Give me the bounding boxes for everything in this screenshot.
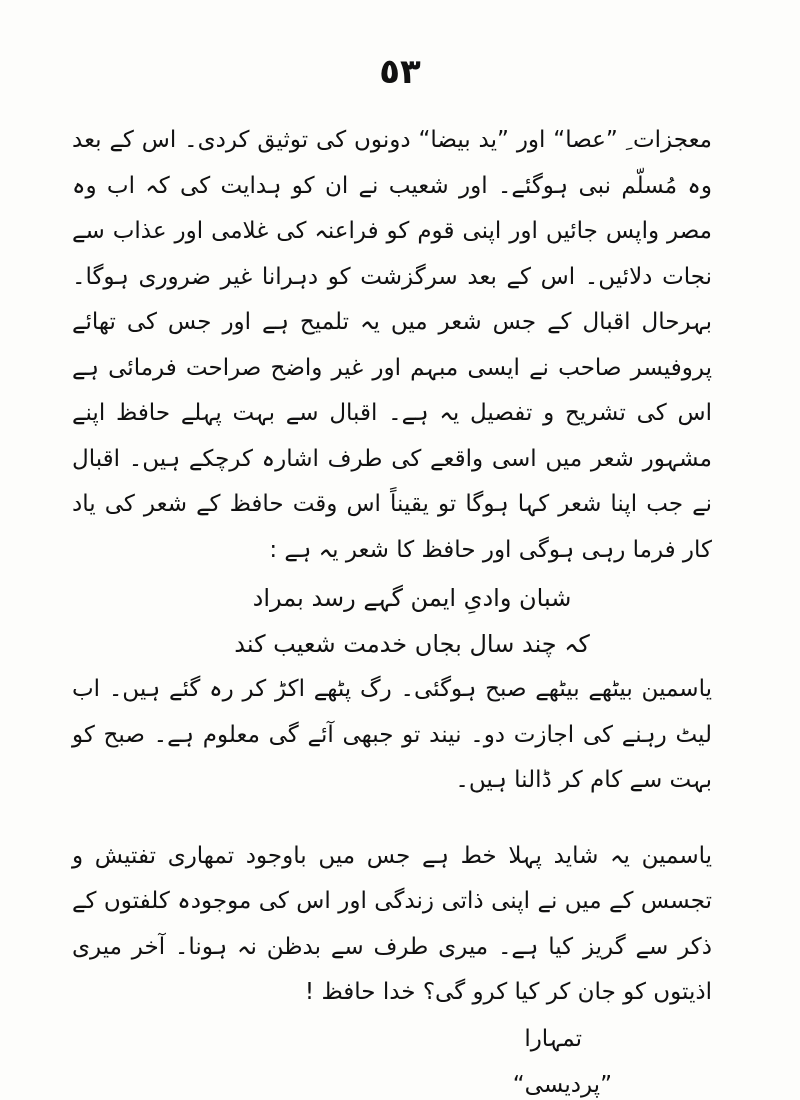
farewell-text: خدا حافظ ! [304, 979, 416, 1005]
paragraph-1: معجزات ِ ”عصا“ اور ”ید بیضا“ دونوں کی توثیق کردی۔ اس کے بعد وہ مُسلّم نبی ہوگئے۔ اور شعیب نے ان کو ہدایت کی کہ اب وہ مصر واپس جائیں اور اپنی قوم کو فراعنہ کی غلامی اور عذاب سے نجات دلائیں۔ اس کے بعد سرگزشت کو دہرانا غیر ضروری ہوگا۔ بہرحال اقبال کے جس شعر میں یہ تلمیح ہے اور جس کی تھائے پروفیسر صاحب نے ایسی مبہم اور غیر واضح صراحت فرمائی ہے اس کی تشریح و تفصیل یہ ہے۔ اقبال سے بہت پہلے حافظ اپنے مشہور شعر میں اسی واقعے کی طرف اشارہ کرچکے ہیں۔ اقبال نے جب اپنا شعر کہا ہوگا تو یقیناً اس وقت حافظ کے شعر کی یاد کار فرما رہی ہوگی اور حافظ کا شعر یہ ہے : [72, 127, 712, 563]
paragraph-3: یاسمین یہ شاید پہلا خط ہے جس میں باوجود تمھاری تفتیش و تجسس کے میں نے اپنی ذاتی زندگی اور اس کی موجودہ کلفتوں کے ذکر سے گریز کیا ہے۔ میری طرف سے بدظن نہ ہونا۔ آخر میری اذیتوں کو جان کر کیا کرو گی؟ [72, 842, 712, 1005]
verse-line-2: کہ چند سال بجاں خدمت شعیب کند [234, 630, 590, 658]
page-text [72, 118, 712, 1100]
page-number: ٥٣ [379, 52, 421, 92]
paragraph-3-block [72, 834, 712, 1016]
paragraph-2: یاسمین بیٹھے بیٹھے صبح ہوگئی۔ رگ پٹھے اکڑ کر رہ گئے ہیں۔ اب لیٹ رہنے کی اجازت دو۔ نیند تو جبھی آئے گی معلوم ہے۔ صبح کو بہت سے کام کر ڈالنا ہیں۔ [72, 676, 712, 793]
persian-verse [72, 575, 712, 667]
signature-line-2: ”پردیسی“ [512, 1071, 612, 1098]
letter-closing [72, 1016, 712, 1100]
verse-line-1: شبان وادیِ ایمن گہے رسد بمراد [252, 584, 572, 612]
signature-line-1: تمہارا [524, 1025, 582, 1052]
